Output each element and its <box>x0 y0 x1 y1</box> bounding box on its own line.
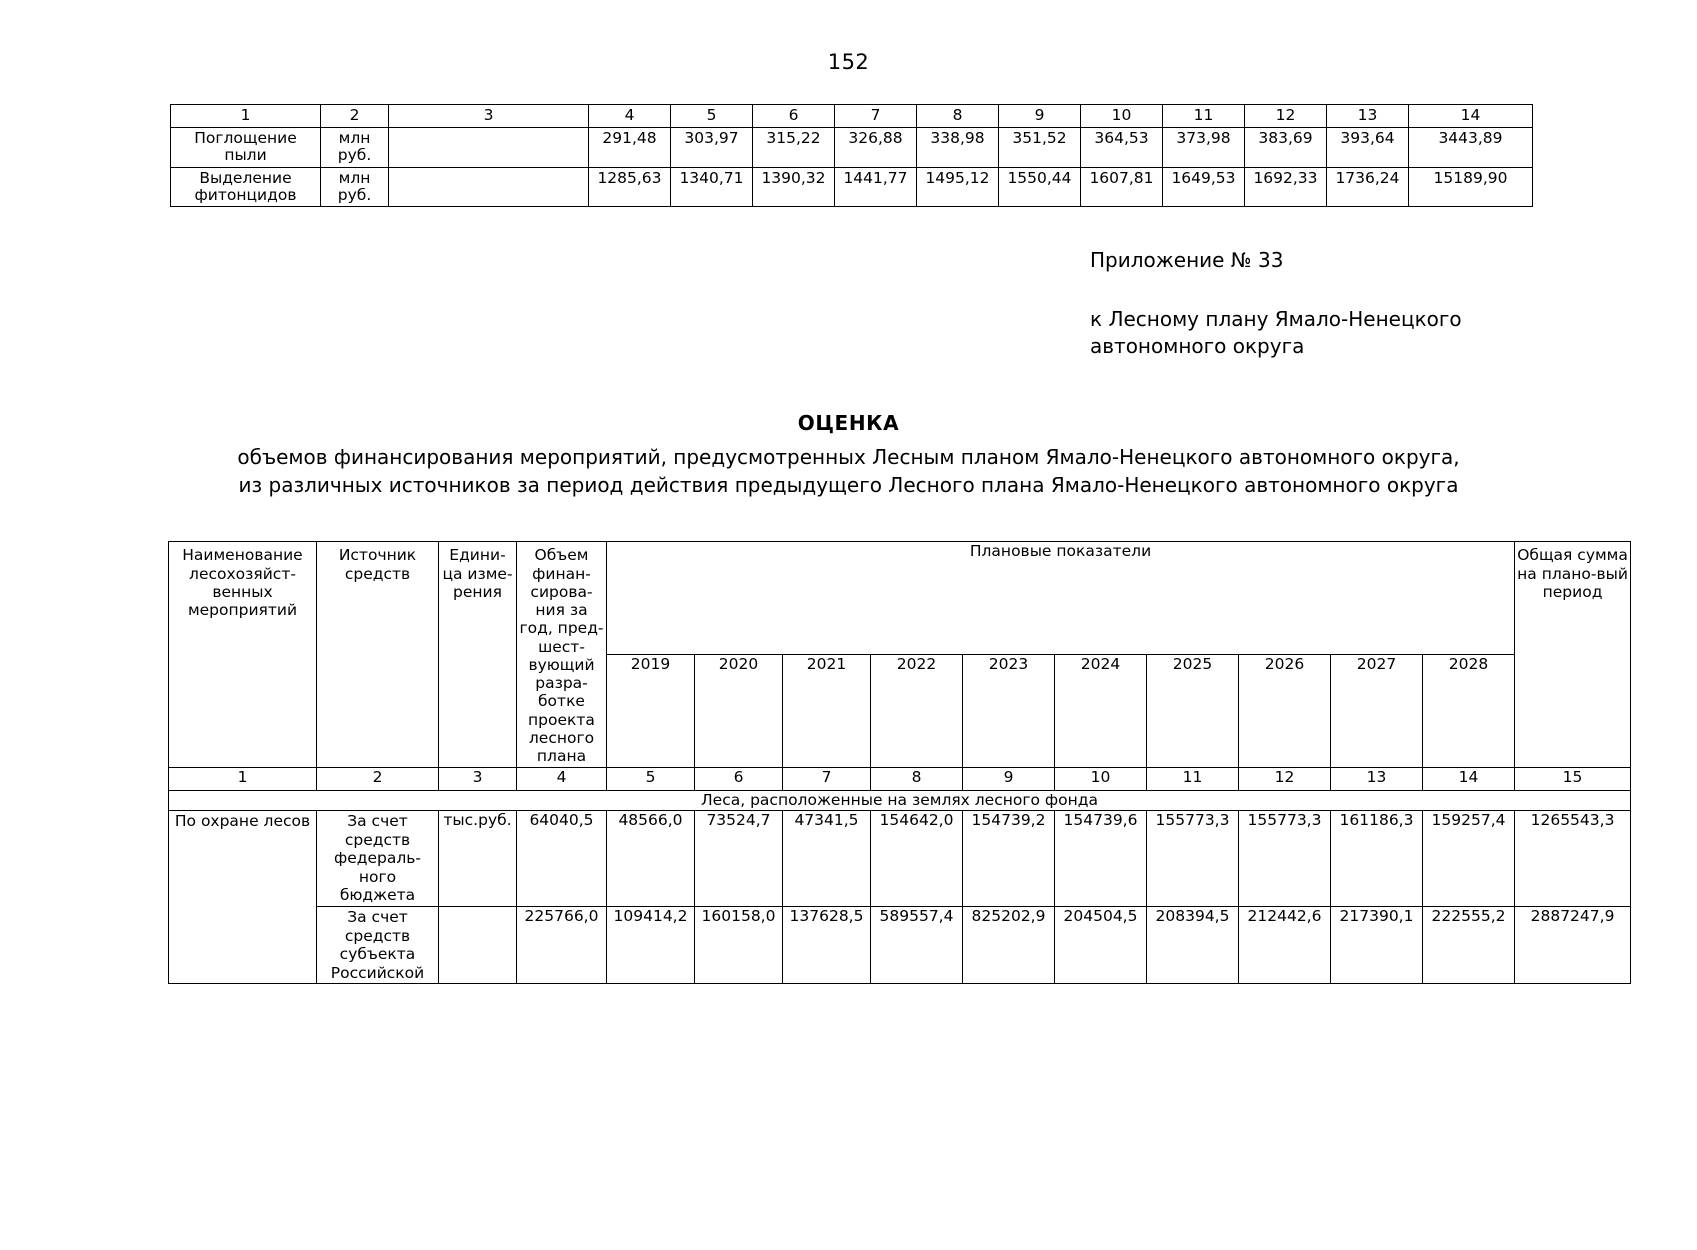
col-number: 10 <box>1081 105 1163 128</box>
col-number: 11 <box>1163 105 1245 128</box>
cell-value: 208394,5 <box>1147 906 1239 983</box>
cell-value: 326,88 <box>835 128 917 168</box>
row-funding-source: За счет средств субъекта Российской <box>317 906 439 983</box>
table-row <box>169 906 1631 983</box>
col-number: 4 <box>589 105 671 128</box>
row-unit: млн руб. <box>321 128 389 168</box>
cell-value: 383,69 <box>1245 128 1327 168</box>
cell-value: 589557,4 <box>871 906 963 983</box>
col-number: 5 <box>607 767 695 790</box>
cell-value: 154739,6 <box>1055 810 1147 906</box>
row-unit: млн руб. <box>321 167 389 207</box>
cell-value: 3443,89 <box>1409 128 1533 168</box>
cell-value: 155773,3 <box>1239 810 1331 906</box>
col-number: 7 <box>783 767 871 790</box>
section-title: Леса, расположенные на землях лесного фонда <box>169 790 1631 810</box>
col-number: 3 <box>389 105 589 128</box>
cell-value: 137628,5 <box>783 906 871 983</box>
cell-value: 212442,6 <box>1239 906 1331 983</box>
top-table-container <box>0 104 1697 207</box>
cell-value: 73524,7 <box>695 810 783 906</box>
cell-value: 373,98 <box>1163 128 1245 168</box>
cell-value: 1390,32 <box>753 167 835 207</box>
row-prev-year: 225766,0 <box>517 906 607 983</box>
cell-value: 154642,0 <box>871 810 963 906</box>
cell-value: 109414,2 <box>607 906 695 983</box>
cell-value: 364,53 <box>1081 128 1163 168</box>
cell-value: 204504,5 <box>1055 906 1147 983</box>
financing-table <box>168 541 1631 984</box>
cell-value: 1340,71 <box>671 167 753 207</box>
row-activity-name: По охране лесов <box>169 810 317 983</box>
cell-value: 1736,24 <box>1327 167 1409 207</box>
cell-value: 393,64 <box>1327 128 1409 168</box>
col-number: 8 <box>871 767 963 790</box>
table-row <box>169 810 1631 906</box>
cell-value: 338,98 <box>917 128 999 168</box>
col-number: 1 <box>169 767 317 790</box>
table-header-row <box>169 542 1631 655</box>
header-unit: Едини-ца изме-рения <box>439 542 517 767</box>
col-number: 9 <box>999 105 1081 128</box>
main-table-container <box>0 541 1697 984</box>
header-total-sum: Общая сумма на плано-вый период <box>1515 542 1631 767</box>
row-blank <box>389 167 589 207</box>
cell-value: 1495,12 <box>917 167 999 207</box>
row-label: Выделение фитонцидов <box>171 167 321 207</box>
cell-value: 161186,3 <box>1331 810 1423 906</box>
col-number: 6 <box>753 105 835 128</box>
cell-value: 351,52 <box>999 128 1081 168</box>
col-number: 4 <box>517 767 607 790</box>
header-year: 2020 <box>695 654 783 767</box>
page-title: ОЦЕНКА <box>797 411 900 436</box>
header-year: 2025 <box>1147 654 1239 767</box>
header-year: 2022 <box>871 654 963 767</box>
table-section-header-row <box>169 790 1631 810</box>
row-total: 1265543,3 <box>1515 810 1631 906</box>
cell-value: 160158,0 <box>695 906 783 983</box>
header-activity-name: Наименование лесохозяйст-венных мероприятий <box>169 542 317 767</box>
cell-value: 48566,0 <box>607 810 695 906</box>
cell-value: 1285,63 <box>589 167 671 207</box>
header-year: 2021 <box>783 654 871 767</box>
cell-value: 155773,3 <box>1147 810 1239 906</box>
cell-value: 15189,90 <box>1409 167 1533 207</box>
table-column-numbers-row <box>169 767 1631 790</box>
col-number: 12 <box>1245 105 1327 128</box>
cell-value: 1441,77 <box>835 167 917 207</box>
document-page <box>0 50 1697 1250</box>
appendix-block <box>0 247 1697 360</box>
header-year: 2019 <box>607 654 695 767</box>
row-blank <box>389 128 589 168</box>
cell-value: 222555,2 <box>1423 906 1515 983</box>
header-prev-year-volume: Объем финан-сирова-ния за год, пред-шест-вующий разра-ботке проекта лесного плана <box>517 542 607 767</box>
row-unit <box>439 906 517 983</box>
col-number: 11 <box>1147 767 1239 790</box>
cell-value: 303,97 <box>671 128 753 168</box>
col-number: 15 <box>1515 767 1631 790</box>
col-number: 8 <box>917 105 999 128</box>
cell-value: 1692,33 <box>1245 167 1327 207</box>
col-number: 7 <box>835 105 917 128</box>
col-number: 13 <box>1331 767 1423 790</box>
emissions-table <box>170 104 1533 207</box>
row-total: 2887247,9 <box>1515 906 1631 983</box>
col-number: 6 <box>695 767 783 790</box>
table-row <box>171 128 1533 168</box>
col-number: 10 <box>1055 767 1147 790</box>
header-plan-indicators: Плановые показатели <box>607 542 1515 655</box>
header-year: 2028 <box>1423 654 1515 767</box>
header-funding-source: Источник средств <box>317 542 439 767</box>
row-label: Поглощение пыли <box>171 128 321 168</box>
col-number: 12 <box>1239 767 1331 790</box>
subtitle-line-2: из различных источников за период действия предыдущего Лесного плана Ямало-Ненецкого автономного округа <box>238 472 1459 497</box>
page-number: 152 <box>827 50 870 74</box>
col-number: 9 <box>963 767 1055 790</box>
appendix-ref-line1: к Лесному плану Ямало-Ненецкого <box>1090 307 1462 332</box>
header-year: 2026 <box>1239 654 1331 767</box>
header-year: 2024 <box>1055 654 1147 767</box>
appendix-number: Приложение № 33 <box>1090 248 1284 273</box>
title-block <box>0 410 1697 499</box>
table-row <box>171 105 1533 128</box>
col-number: 5 <box>671 105 753 128</box>
row-unit: тыс.руб. <box>439 810 517 906</box>
header-year: 2023 <box>963 654 1055 767</box>
subtitle-line-1: объемов финансирования мероприятий, предусмотренных Лесным планом Ямало-Ненецкого автономного округа, <box>237 445 1460 470</box>
cell-value: 154739,2 <box>963 810 1055 906</box>
cell-value: 47341,5 <box>783 810 871 906</box>
col-number: 14 <box>1423 767 1515 790</box>
col-number: 3 <box>439 767 517 790</box>
cell-value: 1649,53 <box>1163 167 1245 207</box>
cell-value: 291,48 <box>589 128 671 168</box>
cell-value: 217390,1 <box>1331 906 1423 983</box>
col-number: 13 <box>1327 105 1409 128</box>
col-number: 14 <box>1409 105 1533 128</box>
table-row <box>171 167 1533 207</box>
cell-value: 825202,9 <box>963 906 1055 983</box>
appendix-ref-line2: автономного округа <box>1090 334 1305 359</box>
cell-value: 315,22 <box>753 128 835 168</box>
cell-value: 1550,44 <box>999 167 1081 207</box>
col-number: 2 <box>317 767 439 790</box>
header-year: 2027 <box>1331 654 1423 767</box>
col-number: 2 <box>321 105 389 128</box>
cell-value: 159257,4 <box>1423 810 1515 906</box>
row-prev-year: 64040,5 <box>517 810 607 906</box>
col-number: 1 <box>171 105 321 128</box>
row-funding-source: За счет средств федераль-ного бюджета <box>317 810 439 906</box>
cell-value: 1607,81 <box>1081 167 1163 207</box>
